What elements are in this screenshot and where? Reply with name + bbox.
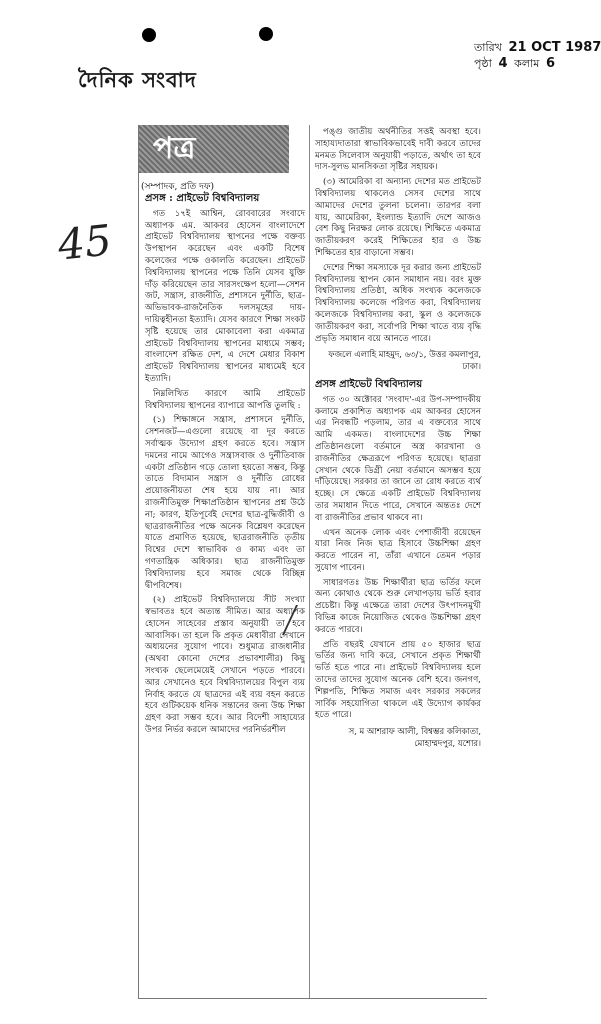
letter-1-paragraph: গত ১৭ই আশ্বিন, রোববারের সংবাদে অধ্যাপক এম. আকবর হোসেন বাংলাদেশে প্রাইভেট বিশ্ববিদ্যালয় স্থাপনের পক্ষে বক্তব্য উপস্থাপন করেছেন এবং একটি বিশেষ কলেজের পক্ষে ওকালতি করেছেন। প্রাইভেট বিশ্ববিদ্যালয় স্থাপনের পক্ষে তিনি যেসব যুক্তি দাঁড় করিয়েছেন তার সারসংক্ষেপ হলো—সেশন জট, সন্ত্রাস, রাজনীতি, প্রশাসনে দুর্নীতি, ছাত্র-অভিভাবক-রাজনৈতিক দলসমূহের দায়-দায়িত্বহীনতা ইত্যাদি। যেসব কারণে শিক্ষা সংকট সৃষ্টি হয়েছে তার মোকাবেলা করা একমাত্র প্রাইভেট বিশ্ববিদ্যালয় স্থাপনের মাধ্যমে সম্ভব; বাংলাদেশ রক্ষিত দেশ, এ দেশে মেধার বিকাশ প্রাইভেট বিশ্ববিদ্যালয় স্থাপনের মাধ্যমেই হবে ইত্যাদি। bbox=[145, 208, 305, 384]
section-subtitle: (সম্পাদক, প্রতি দফ) bbox=[141, 182, 214, 192]
newspaper-clipping bbox=[138, 125, 487, 999]
column-value: 6 bbox=[545, 56, 555, 71]
left-column bbox=[145, 191, 305, 996]
date-value: 21 OCT 1987 bbox=[508, 40, 601, 55]
right-column bbox=[315, 127, 481, 996]
letter-1-continuation: দেশের শিক্ষা সমস্যাকে দূর করার জন্য প্রাইভেট বিশ্ববিদ্যালয় স্থাপন কোন সমাধান নয়। বরং মুক্ত বিশ্ববিদ্যালয় প্রতিষ্ঠা, অধিক সংখ্যক কলেজকে বিশ্ববিদ্যালয় কলেজে পরিণত করা, বিশ্ববিদ্যালয় কলেজকে বিশ্ববিদ্যালয় করা, স্কুল ও কলেজকে জাতীয়করণ করা, সর্বোপরি শিক্ষা খাতে ব্যয় বৃদ্ধি প্রভৃতি সমাধান বয়ে আনতে পারে। bbox=[315, 262, 481, 344]
page-row bbox=[474, 56, 601, 72]
letter-2-paragraph: গত ৩০ অক্টোবর 'সংবাদ'-এর উপ-সম্পাদকীয় কলামে প্রকাশিত অধ্যাপক এম আকবর হোসেন এর নিবন্ধটি পড়লাম, তার এ বক্তব্যের সাথে আমি একমত। বাংলাদেশের উচ্চ শিক্ষা প্রতিষ্ঠানগুলো বর্তমানে অস্ত্র কারখানা ও রাজনীতির ক্ষেত্ররূপে পরিণত হয়েছে। ছাত্ররা সেখান থেকে ডিগ্রী নেয়া বর্তমানে অসম্ভব হয়ে দাঁড়িয়েছে। সরকার তা জানে তা রোধ করতে ব্যর্থ হচ্ছে। সে ক্ষেত্রে একটি প্রাইভেট বিশ্ববিদ্যালয় তার সমাধান দিতে পারে, সেখানে অন্ততঃ দেশে বা রাজনীতির প্রভাব থাকবে না। bbox=[315, 394, 481, 523]
column-divider bbox=[309, 125, 310, 998]
page-value: 4 bbox=[498, 56, 508, 71]
letter-2-paragraph: এখন অনেক লোক এবং পেশাজীবী রয়েছেন যারা নিজ নিজ ছাত্র হিসাবে উচ্চশিক্ষা গ্রহণ করতে পারেন না, তাঁরা এখানে তেমন পড়ার সুযোগ পাবেন। bbox=[315, 527, 481, 573]
letter-1-headline: প্রসঙ্গ : প্রাইভেট বিশ্ববিদ্যালয় bbox=[145, 193, 260, 204]
page-label: পৃষ্ঠা bbox=[474, 57, 492, 70]
letter-1-paragraph: (১) শিক্ষাঙ্গনে সন্ত্রাস, প্রশাসনে দুর্নীতি, সেশনজট—এগুলো রয়েছে বা দূর করতে সর্বাত্মক উদ্যোগ গ্রহণ করতে হবে। সন্ত্রাস দমনের নামে আগেও সন্ত্রাসবাজ ও দুর্নীতিবাজ একটা প্রতিষ্ঠান গড়ে তোলা হয়তো সম্ভব, কিন্তু তাতে বিদ্যমান সন্ত্রাস ও দুর্নীতি রোধের প্রয়োজনীয়তা শেষ হয়ে যায় না। আর রাজনীতিমুক্ত শিক্ষাপ্রতিষ্ঠান স্থাপনের প্রশ্ন উঠে না; কারণ, ইতিপূর্বেই দেশের ছাত্র-বুদ্ধিজীবী ও ছাত্ররাজনীতির পক্ষে অনেক বিশ্লেষণ করেছেন যাতে প্রমাণিত হয়েছে, ছাত্ররাজনীতি তৃতীয় বিশ্বের দেশে স্বাভাবিক ও কাম্য এবং তা গণতান্ত্রিক অধিকার। ছাত্র রাজনীতিমুক্ত বিশ্ববিদ্যালয় হবে সমাজ থেকে বিচ্ছিন্ন দ্বীপবিশেষ। bbox=[145, 415, 305, 591]
letter-1-paragraph: (২) প্রাইভেট বিশ্ববিদ্যালয়ে সীট সংখ্যা স্বভাবতঃ হবে অত্যন্ত সীমিত। আর অধ্যাপক হোসেন সাহেবের প্রস্তাব অনুযায়ী তা হবে আবাসিক। তা হলে কি প্রকৃত মেধাবীরা সেখানে অধ্যয়নের সুযোগ পাবে। শুধুমাত্র রাজধানীর (অথবা কোনো দেশের প্রভাবশালীর) কিছু সংখ্যক ছেলেমেয়েই সেখানে পড়তে পারবে। আর সেখানেও হবে বিশ্ববিদ্যালয়ের বিপুল ব্যয় নির্বাহ করতে যে ছাত্রদের এই ব্যয় বহন করতে হবে গুটিকয়েক ধনিক সন্তানের জন্য উচ্চ শিক্ষা গ্রহণ করা সম্ভব হবে। আর বিদেশী সাহায্যের উপর নির্ভর করলে আমাদের পরনির্ভরশীল bbox=[145, 595, 305, 736]
letter-1-continuation: (৩) আমেরিকা বা অন্যান্য দেশের মত প্রাইভেট বিশ্ববিদ্যালয় থাকলেও সেসব দেশের সাথে আমাদের দেশের তুলনা চলেনা। তারপর বলা যায়, আমেরিকা, ইংল্যান্ড ইত্যাদি দেশে আজও বেশ কিছু নিরক্ষর লোক রয়েছে। শিক্ষিতে একমাত্র জাতীয়করণ করেই শিক্ষিতের হার ও উচ্চ শিক্ষিতের হার বাড়ানো সম্ভব। bbox=[315, 177, 481, 258]
handwritten-margin-number: 45 bbox=[55, 215, 114, 270]
date-label: তারিখ bbox=[474, 41, 502, 54]
letter-2-paragraph: প্রতি বছরই যেখানে প্রায় ৫০ হাজার ছাত্র ভর্তির জন্য দাবি করে, সেখানে প্রকৃত শিক্ষার্থী ভর্তি হতে পারে না। প্রাইভেট বিশ্ববিদ্যালয় হলে তাদের তাদের সুযোগ অনেক বেশি হবে। জনগণ, শিল্পপতি, শিক্ষিত সমাজ এবং সরকার সকলের সার্বিক সহযোগিতা থাকলে এই উদ্যোগ কার্যকর হতে পারে। bbox=[315, 639, 481, 721]
letter-2-paragraph: সাধারণতঃ উচ্চ শিক্ষার্থীরা ছাত্র ভর্তির ফলে অন্য কোথাও থেকে শুরু লেখাপড়ায় ভর্তি হবার প্রচেষ্টা। কিন্তু এক্ষেত্রে তারা দেশের উৎপাদনমুখী বিভিন্ন কাজে নিয়োজিত থেকেও উচ্চশিক্ষা গ্রহণ করতে পারবে। bbox=[315, 577, 481, 635]
punch-hole-right bbox=[259, 27, 273, 41]
letter-2-byline: স, ম আশরাফ আলী, বিশ্বম্ভর কলিকাতা, মোহাম্মদপুর, যশোর। bbox=[348, 726, 481, 749]
date-stamp bbox=[474, 40, 601, 72]
column-label: কলাম bbox=[514, 57, 540, 70]
punch-hole-left bbox=[142, 28, 156, 42]
letter-1-byline: ফজলে এলাহি মাহমুদ, ৬৩/১, উত্তর কমলাপুর, ঢাকা। bbox=[328, 349, 481, 372]
section-title: পত্র bbox=[139, 125, 289, 173]
letter-1-continuation: পঙ্গু জাতীয় অর্থনীতির সত্তই অবস্থা হবে। সাহায্যদাতারা স্বাভাবিকভাবেই দাবী করবে তাদের মনমত সিলেবাস অনুযায়ী পড়াতে, অর্থাৎ তা হবে দাস-সুলভ মানসিকতা সৃষ্টির সহায়ক। bbox=[315, 127, 481, 173]
letter-1-paragraph: নিম্নলিখিত কারণে আমি প্রাইভেট বিশ্ববিদ্যালয় স্থাপনের ব্যাপারে আপত্তি তুলছি : bbox=[145, 388, 305, 411]
date-row bbox=[474, 40, 601, 56]
newspaper-masthead: দৈনিক সংবাদ bbox=[78, 67, 197, 92]
letter-2-headline: প্রসঙ্গ প্রাইভেট বিশ্ববিদ্যালয় bbox=[315, 378, 423, 390]
